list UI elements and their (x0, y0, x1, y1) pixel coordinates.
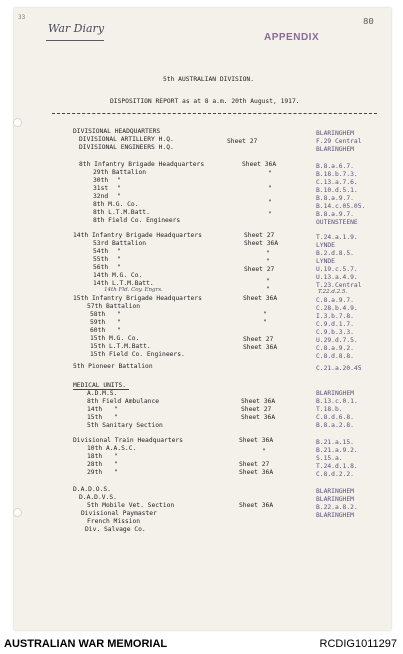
misc-2: D.A.D.V.S. (79, 494, 117, 501)
ditto-mark: " (117, 185, 121, 192)
ditto-mark: " (268, 211, 272, 218)
div-eng-label: DIVISIONAL ENGINEERS H.Q. (79, 144, 174, 151)
train-unit-1: 10th A.A.S.C. (87, 445, 137, 452)
handwritten-underline (46, 40, 104, 41)
b14-loc-7-handwritten: T.22.d.2.5. (318, 289, 348, 295)
ditto-mark: " (114, 453, 118, 460)
med-unit-2: 14th (87, 406, 103, 413)
div-art-label: DIVISIONAL ARTILLERY H.Q. (79, 136, 174, 143)
b14-unit-7-handwritten: 14th Fld. Coy. Engrs. (104, 287, 163, 293)
ditto-mark: " (114, 406, 118, 413)
b8-loc-4: B.8.a.9.7. (316, 195, 354, 202)
b14-unit-6: 14th L.T.M.Batt. (93, 280, 154, 287)
page-number: 80 (363, 17, 374, 27)
b15-unit-5: 15th M.G. Co. (90, 335, 140, 342)
b14-loc-4: U.19.c.5.7. (316, 266, 358, 273)
b15-unit-6: 15th L.T.M.Batt. (90, 343, 151, 350)
med-loc-2: T.18.b. (316, 406, 343, 413)
division-heading: 5th AUSTRALIAN DIVISION. (163, 76, 254, 83)
misc-loc-4: BLARINGHEM (316, 512, 354, 519)
appendix-stamp: APPENDIX (264, 32, 320, 43)
corner-mark: 33 (18, 14, 26, 21)
b14-loc-6: T.23.Central (316, 282, 362, 289)
b14-unit-4: 56th (93, 264, 109, 271)
b8-unit-6: 8th L.T.M.Batt. (93, 209, 150, 216)
report-title: DISPOSITION REPORT as at 8 a.m. 20th August, 1917. (110, 98, 300, 105)
b14-unit-5-sheet: Sheet 27 (244, 266, 275, 273)
b15-unit-6-sheet: Sheet 36A (243, 344, 278, 351)
b15-unit-1: 57th Battalion (87, 303, 141, 310)
b15-loc-7: C.8.d.8.8. (316, 353, 354, 360)
ditto-mark: " (117, 256, 121, 263)
b14-sheet: Sheet 27 (244, 232, 275, 239)
ditto-mark: " (266, 258, 270, 265)
archive-footer (0, 636, 403, 654)
b15-unit-5-sheet: Sheet 27 (243, 336, 274, 343)
misc-loc-3: B.22.a.8.2. (316, 504, 358, 511)
train-loc-1: B.21.a.9.2. (316, 447, 358, 454)
b15-hq-label: 15th Infantry Brigade Headquarters (73, 295, 202, 302)
b14-unit-2: 54th (93, 248, 109, 255)
b8-hq-label: 8th Infantry Brigade Headquarters (79, 161, 205, 168)
b15-loc-3: C.9.d.1.7. (316, 321, 354, 328)
b15-unit-4: 60th (90, 327, 106, 334)
pioneer-loc: C.21.a.20.45 (316, 365, 362, 372)
b8-loc-1: B.18.b.7.3. (316, 171, 358, 178)
div-sheet: Sheet 27 (227, 138, 258, 145)
b15-unit-7: 15th Field Co. Engineers. (90, 351, 185, 358)
med-loc-4: B.8.a.2.8. (316, 422, 354, 429)
train-hq-label: Divisional Train Headquarters (73, 437, 183, 444)
div-hq-label: DIVISIONAL HEADQUARTERS (73, 128, 161, 135)
b15-unit-2: 58th (90, 311, 106, 318)
ditto-mark: " (117, 248, 121, 255)
handwritten-note: War Diary (48, 22, 105, 35)
b14-loc-2: B.2.d.8.5. (316, 250, 354, 257)
b8-loc-6: B.8.a.9.7. (316, 211, 354, 218)
misc-4: Divisional Paymaster (81, 510, 157, 517)
ditto-mark: " (266, 250, 270, 257)
record-id: RCDIG1011297 (319, 638, 397, 650)
title-rule (52, 113, 377, 114)
misc-3: 5th Mobile Vet. Section (87, 502, 175, 509)
ditto-mark: " (114, 469, 118, 476)
archive-name: AUSTRALIAN WAR MEMORIAL (4, 638, 168, 650)
div-loc-3: BLARINGHEM (316, 146, 354, 153)
b8-sheet: Sheet 36A (242, 161, 277, 168)
b14-loc-1: LYNDE (316, 242, 335, 249)
punch-hole-bottom (13, 508, 22, 517)
med-unit-0: A.D.M.S. (87, 390, 118, 397)
misc-1: D.A.D.O.S. (73, 486, 111, 493)
b8-loc-2: C.13.a.7.6. (316, 179, 358, 186)
b14-loc-5: U.13.a.4.9. (316, 274, 358, 281)
med-sheet-1: Sheet 36A (241, 398, 276, 405)
train-loc-2: S.15.a. (316, 455, 343, 462)
train-unit-2: 18th (87, 453, 103, 460)
misc-5: French Mission (87, 518, 141, 525)
div-loc-1: BLARINGHEM (316, 130, 354, 137)
pioneer-label: 5th Pioneer Battalion (73, 363, 153, 370)
medical-heading: MEDICAL UNITS. (73, 382, 127, 389)
b8-unit-1: 29th Battalion (93, 169, 147, 176)
ditto-mark: " (268, 185, 272, 192)
med-unit-1: 8th Field Ambulance (87, 398, 160, 405)
b15-loc-5: U.29.d.7.5. (316, 337, 358, 344)
b15-loc-6: C.8.a.9.2. (316, 345, 354, 352)
med-sheet-3: Sheet 36A (241, 414, 276, 421)
punch-hole-top (13, 118, 22, 127)
ditto-mark: " (117, 264, 121, 271)
b15-unit-3: 59th (90, 319, 106, 326)
misc-loc-1: BLARINGHEM (316, 488, 354, 495)
b8-loc-5: B.14.c.05.05. (316, 203, 366, 210)
ditto-mark: " (268, 170, 272, 177)
train-loc-4: C.8.d.2.2. (316, 471, 354, 478)
ditto-mark: " (266, 286, 270, 293)
b8-unit-7: 8th Field Co. Engineers (93, 217, 181, 224)
misc-loc-2: BLARINGHEM (316, 496, 354, 503)
b14-unit-1-sheet: Sheet 36A (244, 240, 279, 247)
b8-loc-7: OUTENSTEENE (316, 219, 358, 226)
train-sheet-4: Sheet 36A (239, 469, 274, 476)
b14-loc-3: LYNDE (316, 258, 335, 265)
ditto-mark: " (117, 177, 121, 184)
med-unit-3: 15th (87, 414, 103, 421)
ditto-mark: " (117, 319, 121, 326)
med-unit-4: 5th Sanitary Section (87, 422, 163, 429)
ditto-mark: " (262, 448, 266, 455)
b8-unit-3: 31st (93, 185, 109, 192)
b14-unit-1: 53rd Battalion (93, 240, 147, 247)
ditto-mark: " (117, 193, 121, 200)
med-loc-3: C.8.d.6.8. (316, 414, 354, 421)
train-loc-3: T.24.d.1.8. (316, 463, 358, 470)
b14-hq-label: 14th Infantry Brigade Headquarters (73, 232, 202, 239)
ditto-mark: " (114, 461, 118, 468)
ditto-mark: " (117, 327, 121, 334)
ditto-mark: " (117, 311, 121, 318)
train-sheet-3: Sheet 27 (239, 461, 270, 468)
ditto-mark: " (263, 319, 267, 326)
b8-unit-2: 30th (93, 177, 109, 184)
train-hq-loc: B.21.a.15. (316, 439, 354, 446)
b15-loc-1: C.28.b.4.9. (316, 305, 358, 312)
med-loc-1: B.13.c.0.1. (316, 398, 358, 405)
ditto-mark: " (268, 199, 272, 206)
b8-hq-loc: B.8.a.6.7. (316, 163, 354, 170)
misc-sheet: Sheet 36A (239, 502, 274, 509)
b8-unit-5: 8th M.G. Co. (93, 201, 139, 208)
b8-loc-3: B.10.d.5.1. (316, 187, 358, 194)
b14-unit-3: 55th (93, 256, 109, 263)
med-sheet-2: Sheet 27 (241, 406, 272, 413)
b15-loc-4: C.9.b.3.3. (316, 329, 354, 336)
med-loc-0: BLARINGHEM (316, 390, 354, 397)
b8-unit-4: 32nd (93, 193, 109, 200)
train-sheet: Sheet 36A (239, 437, 274, 444)
ditto-mark: " (114, 414, 118, 421)
div-loc-2: F.29 Central (316, 138, 362, 145)
ditto-mark: " (266, 278, 270, 285)
ditto-mark: " (263, 311, 267, 318)
b15-loc-2: I.3.b.7.8. (316, 313, 354, 320)
train-unit-4: 29th (87, 469, 103, 476)
b14-unit-5: 14th M.G. Co. (93, 272, 143, 279)
b14-hq-loc: T.24.a.1.9. (316, 234, 358, 241)
misc-6: Div. Salvage Co. (85, 526, 146, 533)
b15-sheet: Sheet 36A (243, 295, 278, 302)
train-unit-3: 28th (87, 461, 103, 468)
b15-hq-loc: C.8.a.9.7. (316, 297, 354, 304)
